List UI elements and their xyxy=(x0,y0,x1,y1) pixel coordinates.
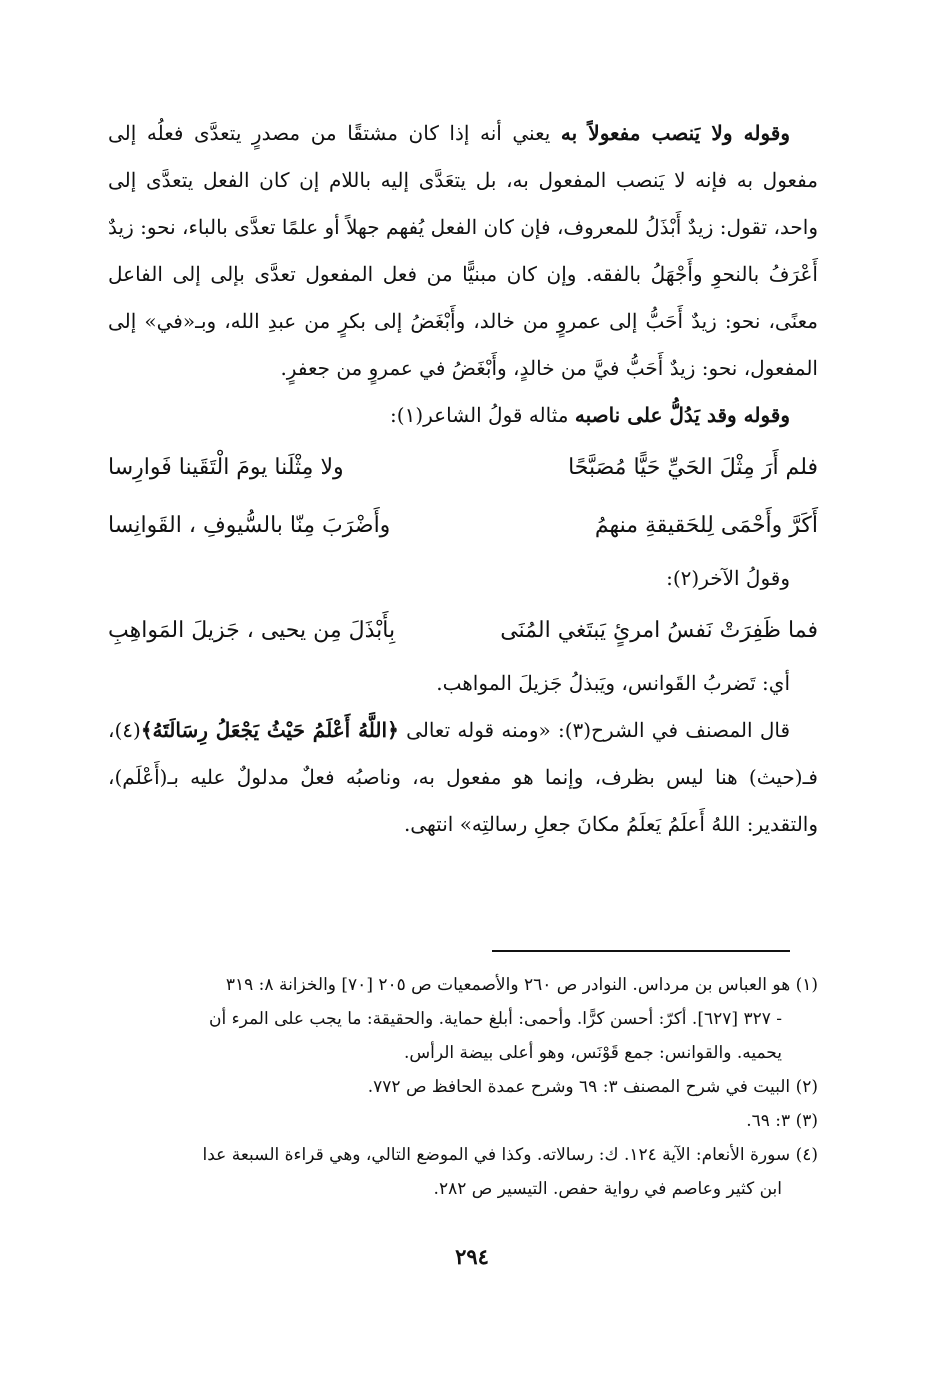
paragraph-2 xyxy=(108,392,818,439)
footnote-1-line-1 xyxy=(108,968,818,1002)
verse-1-line-2-first-hemistich: أَكَرَّ وأَحْمَى لِلحَقيقةِ منهمُ xyxy=(594,513,818,538)
footnote-4-number: (٤) xyxy=(795,1145,818,1165)
paragraph-5-text-before: قال المصنف في الشرح(٣): «ومنه قوله تعالى xyxy=(398,718,791,742)
paragraph-2-lead: وقوله وقد يَدُلُّ على ناصبه xyxy=(574,403,790,427)
footnote-4-line-2: ابن كثير وعاصم في رواية حفص. التيسير ص ٢٨٢. xyxy=(433,1179,782,1199)
footnote-2-number: (٢) xyxy=(795,1077,818,1097)
footnote-3 xyxy=(108,1104,818,1138)
main-text xyxy=(108,110,818,848)
paragraph-1-text: يعني أنه إذا كان مشتقًا من مصدرٍ يتعدَّى فعلُه إلى مفعول به فإنه لا يَنصب المفعول به، بل يتعَدَّى إليه باللام إن كان الفعل يتعدَّى إلى واحد، تقول: زيدٌ أَبْذَلُ للمعروف، فإن كان الفعل يُفهم جهلاً أو علمًا تعدَّى بالباء، نحو: زيدٌ أَعْرَفُ بالنحوِ وأَجْهَلُ بالفقه. وإن كان مبنيًّا من فعل المفعول تعدَّى بإلى إلى الفاعل معنًى، نحو: زيدٌ أَحَبُّ إلى عمروٍ من خالد، وأَبْغَضُ إلى بكرٍ من عبدِ الله، وبـ«في» إلى المفعول، نحو: زيدٌ أَحَبُّ فيَّ من خالدٍ، وأَبْغَضُ في عمروٍ من جعفرٍ. xyxy=(108,121,818,380)
paragraph-5-text-after: (٤)، فـ(حيث) هنا ليس بظرف، وإنما هو مفعول به، وناصبُه فعلٌ مدلولٌ عليه بـ(أَعْلَم)، والتقدير: اللهُ أَعلَمُ يَعلَمُ مكانَ جعلِ رسالتِه» انتهى. xyxy=(108,718,818,836)
footnotes xyxy=(108,968,818,1206)
paragraph-3: وقولُ الآخر(٢): xyxy=(666,566,790,590)
paragraph-1-lead: وقوله ولا يَنصب مفعولاً به xyxy=(560,121,790,145)
footnote-separator xyxy=(492,950,790,952)
footnote-4-text-1: سورة الأنعام: الآية ١٢٤. ك: رسالاته. وكذا في الموضع التالي، وهي قراءة السبعة عدا xyxy=(202,1145,791,1165)
verse-2 xyxy=(108,602,818,660)
footnote-1-text-1: هو العباس بن مرداس. النوادر ص ٢٦٠ والأصمعيات ص ٢٠٥ [٧٠] والخزانة ٨: ٣١٩ xyxy=(225,975,791,995)
verse-2-first-hemistich: فما ظَفِرَتْ نَفسُ امرئٍ يَبتَغي المُنَى xyxy=(500,618,818,643)
paragraph-2-text: مثاله قولُ الشاعر(١): xyxy=(390,403,575,427)
footnote-3-text: ٣: ٦٩. xyxy=(746,1111,791,1131)
footnote-4-line-1 xyxy=(108,1138,818,1172)
verse-2-second-hemistich: بِأَبْذَلَ مِن يحيى ، جَزيلَ المَواهِبِ xyxy=(108,618,396,643)
verse-1-line-2-second-hemistich: وأَضْرَبَ مِنّا بالسُّيوفِ ، القَوانِسا xyxy=(108,513,391,538)
verse-1 xyxy=(108,439,818,555)
quran-verse: ﴿اللَّهُ أَعْلَمُ حَيْثُ يَجْعَلُ رِسَالَتَهُ﴾ xyxy=(140,718,399,742)
verse-1-line-1-second-hemistich: ولا مِثْلَنا يومَ الْتَقَينا فَوارِسا xyxy=(108,455,344,480)
verse-1-line-2 xyxy=(108,497,818,555)
paragraph-4: أي: تَضربُ القَوانس، ويَبذلُ جَزيلَ المواهب. xyxy=(436,671,790,695)
footnote-2 xyxy=(108,1070,818,1104)
footnote-1-number: (١) xyxy=(795,975,818,995)
footnote-1-line-3: يحميه. والقوانس: جمع قَوْنَس، وهو أعلى بيضة الرأس. xyxy=(403,1043,782,1063)
verse-1-line-1-first-hemistich: فلم أَرَ مِثْلَ الحَيِّ حَيًّا مُصَبَّحًا xyxy=(568,455,818,480)
paragraph-5 xyxy=(108,707,818,848)
verse-1-line-1 xyxy=(108,439,818,497)
footnote-3-number: (٣) xyxy=(795,1111,818,1131)
footnote-1-line-2: - ٣٢٧ [٦٢٧]. أكرّ: أحسن كرًّا. وأحمى: أبلغ حماية. والحقيقة: ما يجب على المرء أن xyxy=(208,1009,782,1029)
paragraph-1 xyxy=(108,110,818,392)
page-number: ٢٩٤ xyxy=(455,1244,489,1269)
footnote-2-text: البيت في شرح المصنف ٣: ٦٩ وشرح عمدة الحافظ ص ٧٧٢. xyxy=(367,1077,791,1097)
